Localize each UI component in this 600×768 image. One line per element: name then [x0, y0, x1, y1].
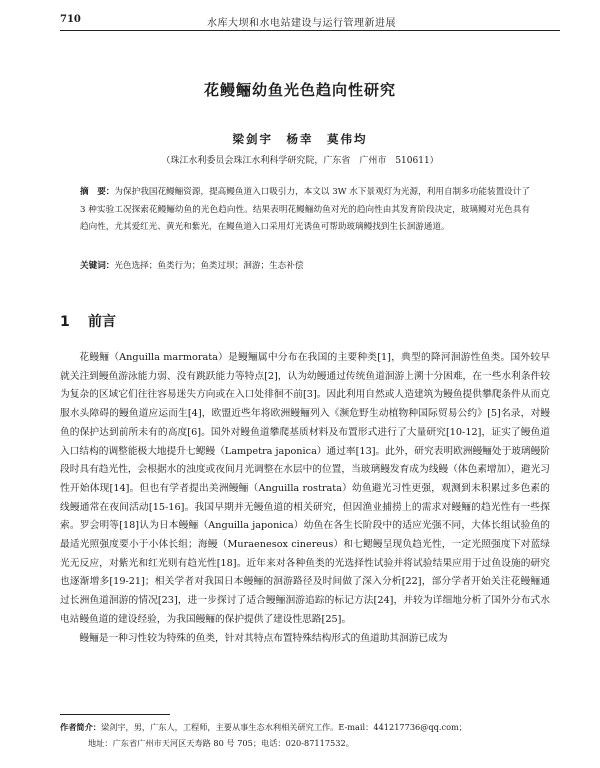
author-list: 梁剑宇 杨幸 莫伟均	[232, 132, 368, 146]
keywords-label: 关键词：	[80, 261, 115, 271]
keywords	[80, 259, 530, 271]
footnote-line-1: 梁剑宇，男，广东人，工程师，主要从事生态水利相关研究工作。E-mail：441217736@qq.com；	[100, 722, 467, 732]
section-heading	[60, 311, 116, 331]
section-number: 1	[60, 314, 70, 330]
keywords-text: 光色选择；鱼类行为；鱼类过坝；洄游；生态补偿	[114, 261, 304, 271]
journal-title: 水库大坝和水电站建设与运行管理新进展	[207, 18, 396, 29]
abstract	[80, 184, 530, 237]
footnote-line-2: 地址：广东省广州市天河区天寿路 80 号 705；电话：020-87117532。	[88, 737, 354, 748]
footnote-divider	[60, 714, 170, 715]
body-paragraph: 花鳗鲡（Anguilla marmorata）是鳗鲡属中分布在我国的主要种类[1]，典型的降河洄游性鱼类。国外较早就关注到鳗鱼游泳能力弱、没有跳跃能力等特点[2]，认为幼鳗通过传统鱼道洄游上溯十分困难，在一些水利条件较为复杂的区域它们往往容易迷失方向或在入口处徘徊不前[3]。因此利用自然或人造建筑为鳗鱼提供攀爬条件从而克服水头障碍的鳗鱼道应运而生[4]，欧盟近些年将欧洲鳗鲡列入《濒危野生动植物种国际贸易公约》[5]名录，对鳗鱼的保护达到前所未有的高度[6]。国外对鳗鱼道攀爬基质材料及布置形式进行了大量研究[10-12]，证实了鳗鱼道入口结构的调整能极大地提升七鳃鳗（Lampetra japonica）通过率[13]。此外，研究表明欧洲鳗鲡处于玻璃鳗阶段时具有趋光性，会根据水的浊度或夜间月光调整在水层中的位置，当玻璃鳗发育成为线鳗（体色素增加），避光习性开始体现[14]。但也有学者提出美洲鳗鲡（Anguilla rostrata）幼鱼避光习性更强，观测到未积累过多色素的线鳗通常在夜间活动[15-16]。我国早期并无鳗鱼道的相关研究，但因渔业捕捞上的需求对鳗鲡的趋光性有一些探索。罗会明等[18]认为日本鳗鲡（Anguilla japonica）幼鱼在各生长阶段中的适应光强不同，大体长组试验鱼的最适光照强度要小于小体长组；海鳗（Muraenesox cinereus）和七鳃鳗呈现负趋光性，一定光照强度下对蓝绿光无反应，对紫光和红光则有趋光性[18]。近年来对各种鱼类的光选择性试验并将试验结果应用于过鱼设施的研究也逐渐增多[19-21]；相关学者对我国日本鳗鲡的洄游路径及时间做了深入分析[22]，部分学者开始关注花鳗鲡通过长洲鱼道洄游的情况[23]，进一步探讨了适合鳗鲡洄游追踪的标记方法[24]，并较为详细地分析了国外分布式水电站鳗鱼道的建设经验，为我国鳗鲡的保护提供了建设性思路[25]。	[60, 352, 550, 625]
abstract-label: 摘 要：	[80, 187, 115, 197]
paper-title: 花鳗鲡幼鱼光色趋向性研究	[203, 81, 396, 99]
abstract-text: 为保护我国花鳗鲡资源，提高鳗鱼道入口吸引力，本文以 3W 水下景观灯为光源，利用自制多功能装置设计了 3 种实验工况探索花鳗鲡幼鱼的光色趋向性。结果表明花鳗鲡幼鱼对光的趋向性由其发育阶段决定，玻璃鳗对光色具有趋向性，尤其爱红光、黄光和紫光，在鳗鱼道入口采用灯光诱鱼可帮助玻璃鳗找到生长洄游通道。	[80, 187, 530, 232]
section-title: 前言	[88, 314, 116, 330]
body-text	[60, 349, 550, 648]
author-affiliation: （珠江水利委员会珠江水利科学研究院，广东省 广州市 510611）	[161, 156, 439, 166]
running-header	[60, 14, 560, 31]
author-footnote	[60, 720, 550, 751]
footnote-label: 作者简介：	[60, 722, 101, 732]
body-paragraph: 鳗鲡是一种习性较为特殊的鱼类，针对其特点布置特殊结构形式的鱼道助其洄游已成为	[79, 632, 448, 644]
page-number: 710	[60, 14, 81, 25]
